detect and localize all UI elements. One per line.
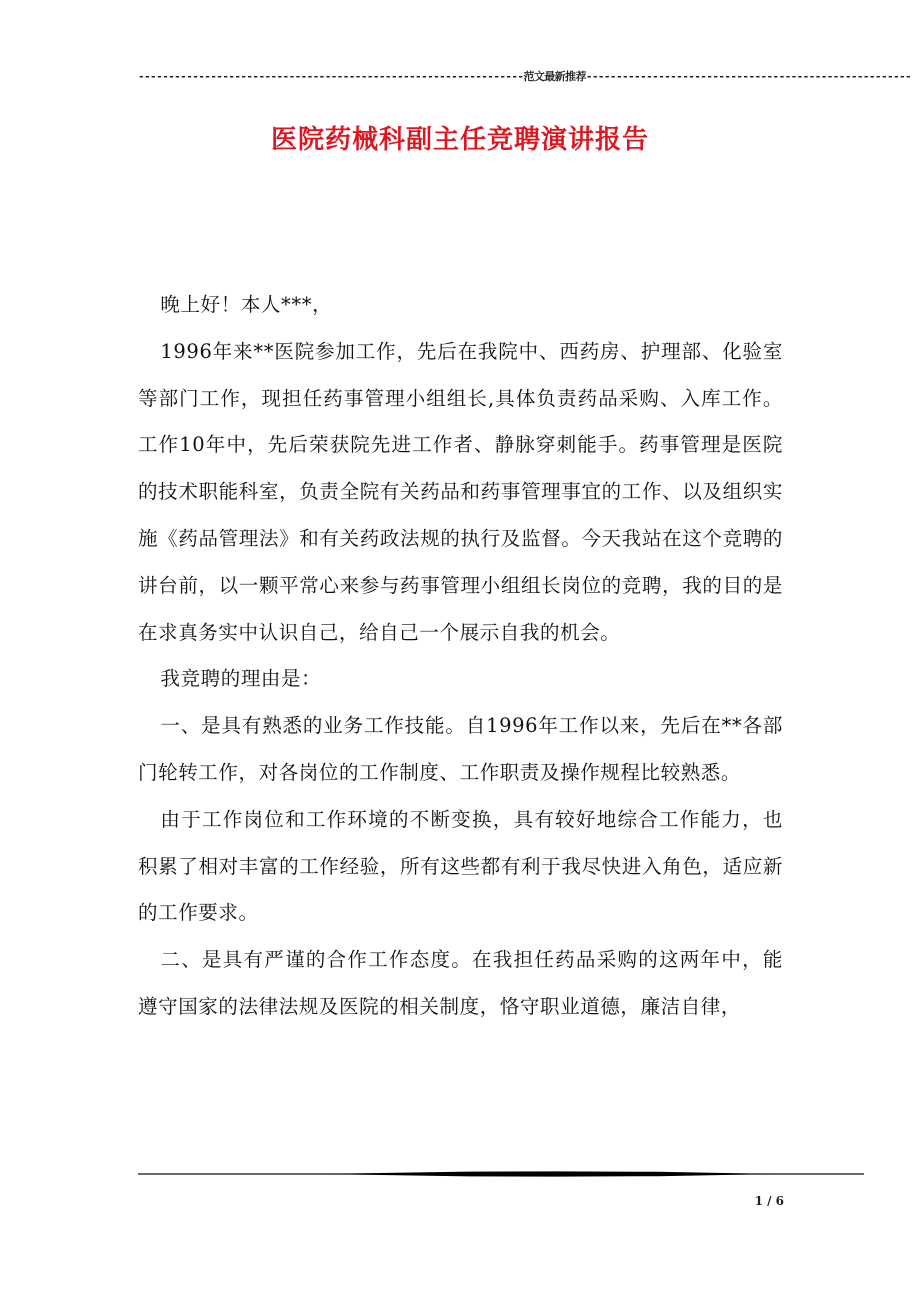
paragraph-greeting: 晚上好！本人***， xyxy=(160,293,333,316)
header-banner: ----------------------------------------------------------------范文最新推荐------------------------------------------------------ xyxy=(138,70,912,83)
footer-rule xyxy=(138,1170,864,1178)
document-title: 医院药械科副主任竞聘演讲报告 xyxy=(270,125,649,155)
paragraph-reason-two: 二、是具有严谨的合作工作态度。在我担任药品采购的这两年中，能遵守国家的法律法规及医院的相关制度，恪守职业道德，廉洁自律， xyxy=(138,948,783,1018)
paragraph-introduction: 1996年来**医院参加工作，先后在我院中、西药房、护理部、化验室等部门工作，现担任药事管理小组组长,具体负责药品采购、入库工作。工作10年中，先后荣获院先进工作者、静脉穿刺能手。药事管理是医院的技术职能科室，负责全院有关药品和药事管理事宜的工作、以及组织实施《药品管理法》和有关药政法规的执行及监督。今天我站在这个竞聘的讲台前，以一颗平常心来参与药事管理小组组长岗位的竞聘，我的目的是在求真务实中认识自己，给自己一个展示自我的机会。 xyxy=(138,339,783,644)
paragraph-reasons-heading: 我竞聘的理由是： xyxy=(160,667,322,691)
paragraph-experience: 由于工作岗位和工作环境的不断变换，具有较好地综合工作能力，也积累了相对丰富的工作经验，所有这些都有利于我尽快进入角色，适应新的工作要求。 xyxy=(138,807,783,925)
paragraph-reason-one: 一、是具有熟悉的业务工作技能。自1996年工作以来，先后在**各部门轮转工作，对各岗位的工作制度、工作职责及操作规程比较熟悉。 xyxy=(138,714,783,784)
page-number: 1 / 6 xyxy=(754,1194,784,1208)
document-body xyxy=(138,282,783,1031)
